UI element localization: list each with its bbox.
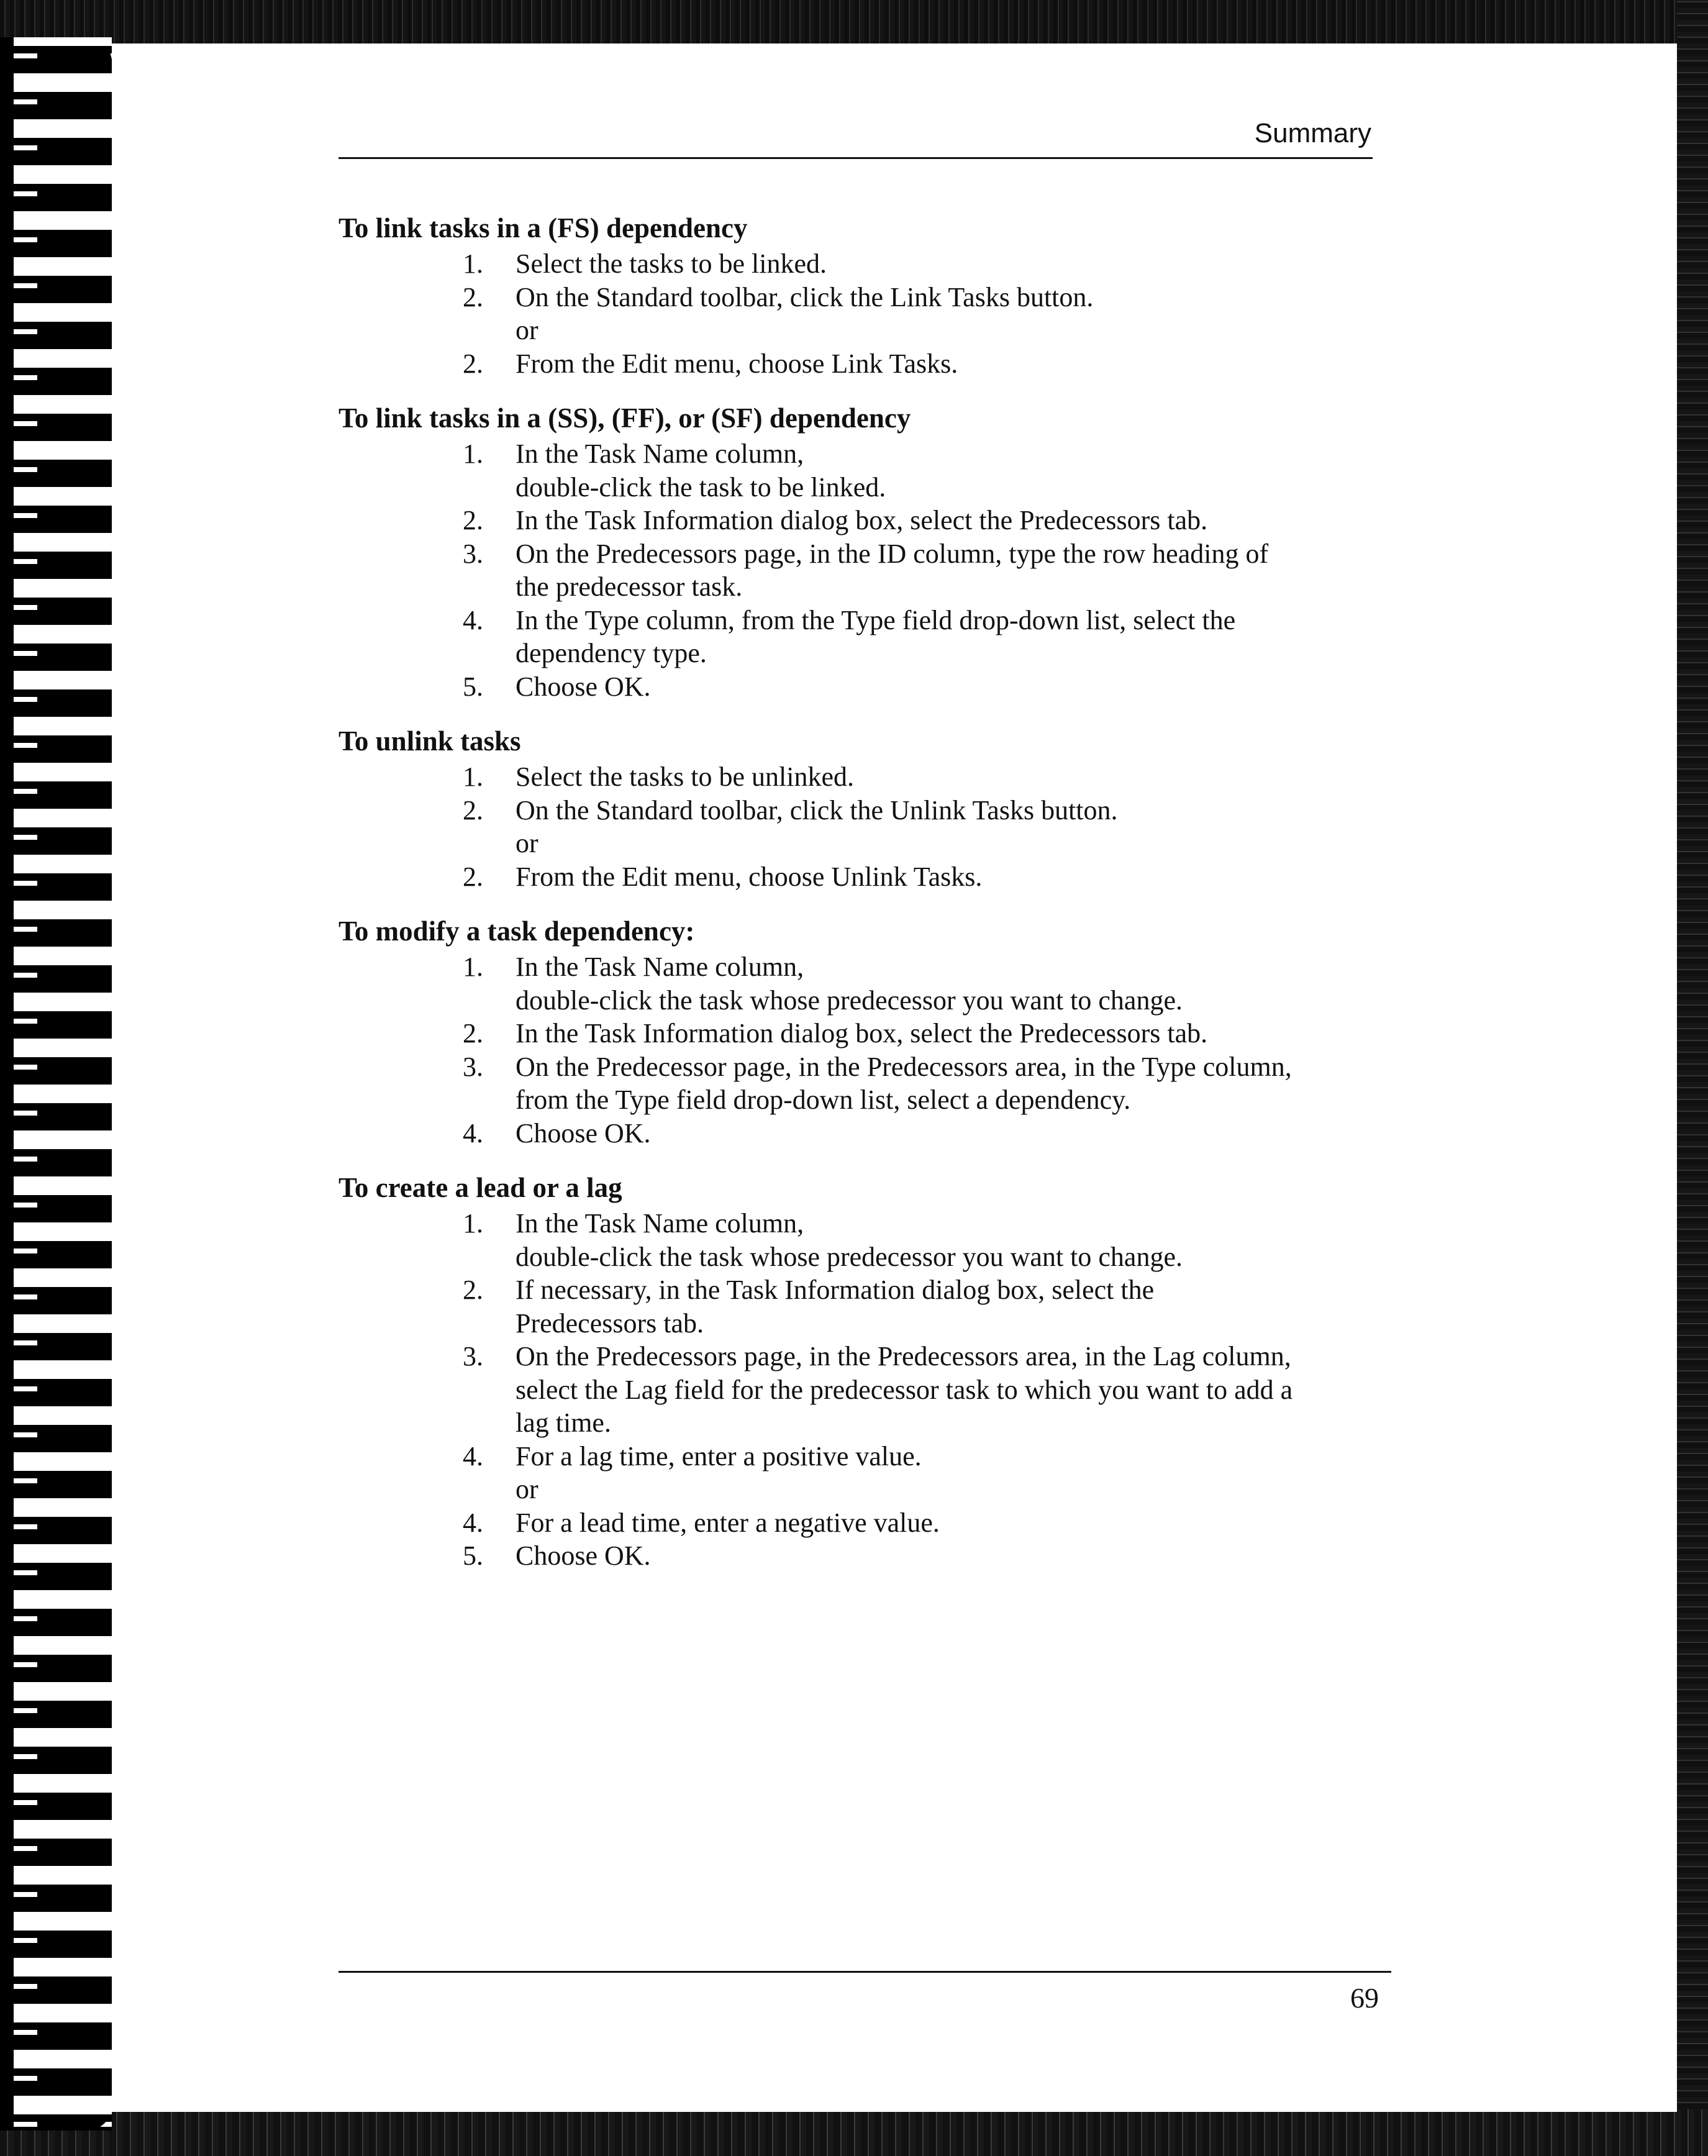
step-number: 1. [463, 762, 483, 792]
step-number: 1. [463, 439, 483, 469]
step-text: Select the tasks to be linked. [516, 248, 827, 279]
step-item [338, 1506, 1394, 1540]
step-number: 4. [463, 1117, 483, 1149]
procedure-section [338, 1171, 1394, 1573]
step-text: In the Task Name column, [516, 952, 804, 982]
step-text: Choose OK. [516, 1540, 651, 1571]
procedure-section [338, 914, 1394, 1150]
step-text: On the Standard toolbar, click the Unlink Tasks button. [516, 794, 1118, 826]
step-text: Predecessors tab. [516, 1308, 704, 1339]
scan-background-bottom [0, 2109, 1708, 2156]
step-text: In the Task Name column, [516, 439, 804, 469]
procedure-section [338, 401, 1394, 703]
step-text: In the Task Name column, [516, 1208, 804, 1239]
step-number: 3. [463, 538, 483, 569]
section-heading: To link tasks in a (FS) dependency [338, 212, 748, 243]
section-heading: To modify a task dependency: [338, 916, 695, 947]
step-item [338, 1050, 1394, 1117]
step-text: On the Standard toolbar, click the Link Tasks button. [516, 281, 1094, 312]
step-item [338, 347, 1394, 381]
step-item [338, 1539, 1394, 1573]
step-number: 5. [463, 671, 483, 702]
step-number: 2. [463, 348, 483, 379]
step-item [338, 437, 1394, 504]
step-item [338, 604, 1394, 670]
step-text: In the Type column, from the Type field drop-down list, select the [516, 604, 1236, 635]
step-text: or [516, 828, 538, 858]
step-text: On the Predecessors page, in the Predecessors area, in the Lag column, [516, 1341, 1291, 1371]
step-number: 1. [463, 1208, 483, 1239]
scan-background-right [1677, 0, 1708, 2156]
procedure-section [338, 724, 1394, 893]
footer-rule [338, 1971, 1391, 1973]
step-item [338, 1117, 1394, 1150]
step-text: dependency type. [516, 638, 707, 668]
page-number: 69 [1350, 1982, 1379, 2014]
step-item [338, 760, 1394, 794]
step-text: the predecessor task. [516, 571, 743, 602]
step-number: 2. [463, 505, 483, 535]
step-number: 3. [463, 1341, 483, 1371]
step-text: from the Type field drop-down list, select a dependency. [516, 1085, 1131, 1115]
step-number: 1. [463, 248, 483, 279]
step-number: 2. [463, 1018, 483, 1048]
step-text: From the Edit menu, choose Unlink Tasks. [516, 861, 983, 892]
step-text: or [516, 315, 538, 345]
step-text: double-click the task to be linked. [516, 471, 886, 503]
step-item [338, 1340, 1394, 1440]
step-text: or [516, 1474, 538, 1504]
step-item [338, 537, 1394, 604]
page-content [338, 211, 1394, 1594]
step-text: Choose OK. [516, 1117, 651, 1149]
step-item [338, 1473, 1394, 1506]
step-text: Select the tasks to be unlinked. [516, 762, 854, 792]
step-number: 3. [463, 1051, 483, 1082]
section-heading: To create a lead or a lag [338, 1172, 622, 1203]
step-item [338, 860, 1394, 894]
step-text: Choose OK. [516, 671, 651, 702]
step-text: If necessary, in the Task Information dialog box, select the [516, 1275, 1155, 1305]
section-heading: To unlink tasks [338, 725, 521, 757]
binding-rings [37, 37, 112, 2131]
step-item [338, 281, 1394, 314]
step-number: 2. [463, 1275, 483, 1305]
step-item [338, 827, 1394, 860]
step-number: 4. [463, 604, 483, 635]
step-item [338, 794, 1394, 827]
step-number: 2. [463, 861, 483, 892]
step-text: select the Lag field for the predecessor task to which you want to add a [516, 1374, 1293, 1405]
step-text: In the Task Information dialog box, select the Predecessors tab. [516, 1018, 1208, 1048]
step-text: double-click the task whose predecessor you want to change. [516, 985, 1183, 1016]
step-item [338, 1207, 1394, 1273]
running-header: Summary [1254, 118, 1371, 148]
section-heading: To link tasks in a (SS), (FF), or (SF) dependency [338, 403, 911, 434]
procedure-section [338, 211, 1394, 380]
step-text: lag time. [516, 1408, 611, 1438]
step-item [338, 1273, 1394, 1340]
step-number: 2. [463, 281, 483, 312]
scan-background-top [0, 0, 1708, 43]
step-item [338, 247, 1394, 281]
step-text: For a lead time, enter a negative value. [516, 1507, 940, 1538]
step-text: On the Predecessor page, in the Predecessors area, in the Type column, [516, 1051, 1292, 1082]
step-text: For a lag time, enter a positive value. [516, 1440, 922, 1471]
step-text: On the Predecessors page, in the ID column, type the row heading of [516, 538, 1269, 569]
step-item [338, 670, 1394, 704]
step-number: 1. [463, 952, 483, 982]
step-text: double-click the task whose predecessor you want to change. [516, 1241, 1183, 1272]
binding-spine [0, 37, 14, 2131]
step-number: 4. [463, 1507, 483, 1538]
step-item [338, 950, 1394, 1017]
step-text: From the Edit menu, choose Link Tasks. [516, 348, 958, 379]
header-rule [338, 157, 1373, 159]
step-item [338, 1017, 1394, 1050]
step-text: In the Task Information dialog box, select the Predecessors tab. [516, 505, 1208, 535]
step-number: 2. [463, 794, 483, 826]
step-item [338, 314, 1394, 347]
step-item [338, 1440, 1394, 1473]
step-item [338, 504, 1394, 537]
step-number: 4. [463, 1440, 483, 1471]
step-number: 5. [463, 1540, 483, 1571]
